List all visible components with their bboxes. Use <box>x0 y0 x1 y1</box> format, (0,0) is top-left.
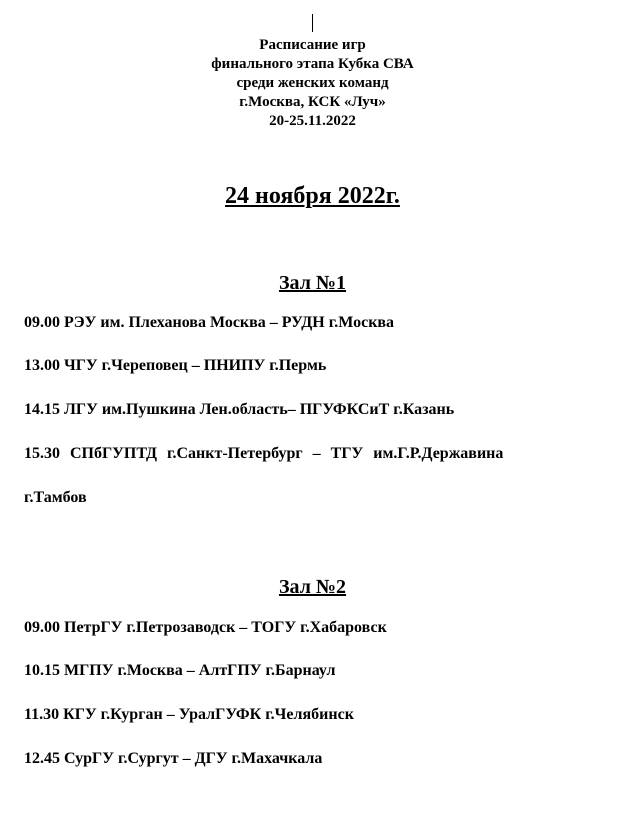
game-entry: 09.00 ПетрГУ г.Петрозаводск – ТОГУ г.Хабаровск <box>24 619 387 636</box>
game-entry: 13.00 ЧГУ г.Череповец – ПНИПУ г.Пермь <box>24 357 327 374</box>
header-line: среди женских команд <box>236 75 389 91</box>
game-entry: 11.30 КГУ г.Курган – УралГУФК г.Челябинск <box>24 706 354 723</box>
game-entry: 12.45 СурГУ г.Сургут – ДГУ г.Махачкала <box>24 750 323 767</box>
document-header <box>0 36 625 131</box>
header-line: г.Москва, КСК «Луч» <box>239 94 386 110</box>
header-line: финального этапа Кубка СВА <box>211 56 414 72</box>
schedule-date: 24 ноября 2022г. <box>225 183 400 209</box>
game-entry: 09.00 РЭУ им. Плеханова Москва – РУДН г.Москва <box>24 314 395 331</box>
header-line: Расписание игр <box>259 37 366 53</box>
hall-1-title: Зал №1 <box>278 272 347 294</box>
header-line: 20-25.11.2022 <box>269 113 356 129</box>
game-entry-continuation: г.Тамбов <box>24 489 87 506</box>
text-cursor <box>312 14 313 32</box>
game-entry: 15.30 СПбГУПТД г.Санкт-Петербург – ТГУ им.Г.Р.Державина <box>24 445 504 462</box>
game-entry: 14.15 ЛГУ им.Пушкина Лен.область– ПГУФКСиТ г.Казань <box>24 401 455 418</box>
hall-2-title: Зал №2 <box>278 576 347 598</box>
game-entry: 10.15 МГПУ г.Москва – АлтГПУ г.Барнаул <box>24 662 336 679</box>
